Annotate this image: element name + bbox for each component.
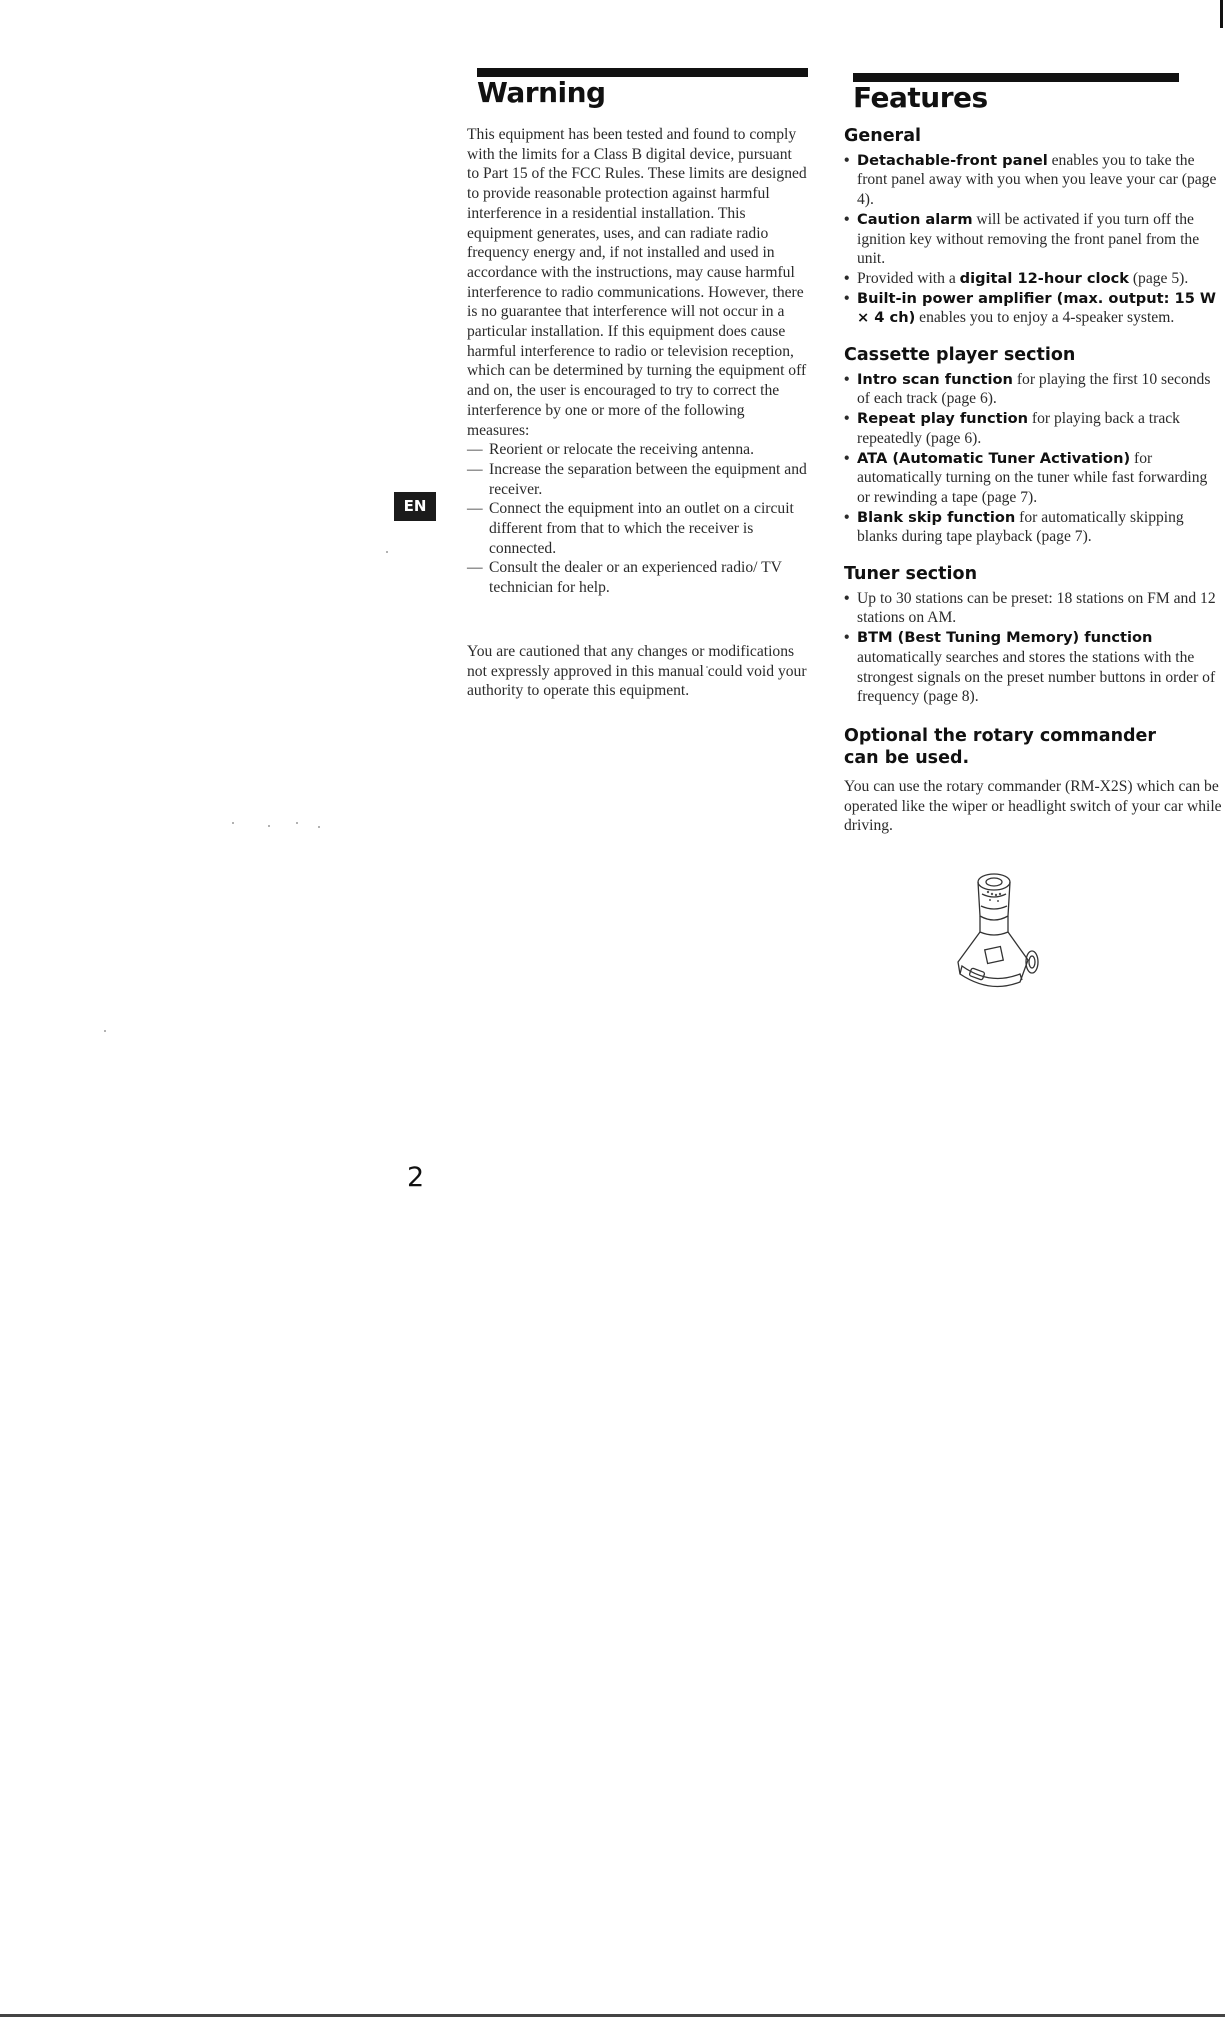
list-item: • ATA (Automatic Tuner Activation) for automatically turning on the tuner while fast forwarding or rewinding a tape (page 7). <box>844 449 1208 506</box>
general-list <box>844 151 1224 328</box>
measures-list <box>467 440 807 598</box>
list-item: • Built-in power amplifier (max. output: 15 W × 4 ch) enables you to enjoy a 4-speaker system. <box>844 289 1217 327</box>
cassette-list <box>844 370 1224 547</box>
list-item: • Detachable-front panel enables you to take the front panel away with you when you leave your car (page 4). <box>844 151 1217 209</box>
list-item: • Up to 30 stations can be preset: 18 stations on FM and 12 stations on AM. <box>844 589 1216 627</box>
list-item: • Provided with a digital 12-hour clock (page 5). <box>844 269 1189 287</box>
rotary-commander-illustration <box>950 870 1056 995</box>
list-item: • Repeat play function for playing back a track repeatedly (page 6). <box>844 410 1180 447</box>
caution-paragraph: You are cautioned that any changes or modifications not expressly approved in this manual could void your authority to operate this equipment. <box>467 642 807 700</box>
list-item: • Intro scan function for playing the first 10 seconds of each track (page 6). <box>844 370 1211 408</box>
cassette-heading: Cassette player section <box>844 345 1076 366</box>
features-section <box>844 125 1224 836</box>
general-heading: General <box>844 126 921 146</box>
measure-item: — Reorient or relocate the receiving antenna. <box>467 441 754 459</box>
measure-item: — Increase the separation between the equipment and receiver. <box>467 460 807 498</box>
scan-speck <box>296 822 298 824</box>
list-item: • BTM (Best Tuning Memory) function automatically searches and stores the stations with the strongest signals on the preset number buttons in order of frequency (page 8). <box>844 629 1216 706</box>
list-item: • Caution alarm will be activated if you turn off the ignition key without removing the front panel from the unit. <box>844 210 1200 268</box>
optional-heading: Optional the rotary commander can be used. <box>844 725 1157 768</box>
page-number: 2 <box>407 1162 425 1193</box>
tuner-list <box>844 589 1224 707</box>
warning-section <box>467 125 807 701</box>
features-title: Features <box>853 81 988 114</box>
language-tab: EN <box>394 492 436 521</box>
list-item: • Blank skip function for automatically skipping blanks during tape playback (page 7). <box>844 508 1184 546</box>
optional-text: You can use the rotary commander (RM-X2S) which can be operated like the wiper or headlight switch of your car while driving. <box>844 777 1222 835</box>
warning-title: Warning <box>477 76 606 109</box>
warning-intro: This equipment has been tested and found to comply with the limits for a Class B digital device, pursuant to Part 15 of the FCC Rules. These limits are designed to provide reasonable protection against harmful interference in a residential installation. This equipment generates, uses, and can radiate radio frequency energy and, if not installed and used in accordance with the instructions, may cause harmful interference to radio communications. However, there is no guarantee that interference will not occur in a particular installation. If this equipment does cause harmful interference to radio or television reception, which can be determined by turning the equipment off and on, the user is encouraged to try to correct the interference by one or more of the following measures: <box>467 126 807 439</box>
measure-item: — Consult the dealer or an experienced radio/ TV technician for help. <box>467 559 782 597</box>
scan-speck <box>268 825 270 827</box>
page-edge-mark <box>1220 0 1223 28</box>
scan-speck <box>318 826 320 828</box>
scan-speck <box>104 1030 106 1032</box>
scan-speck <box>386 551 388 553</box>
tuner-heading: Tuner section <box>844 564 978 585</box>
scan-speck <box>232 822 234 824</box>
measure-item: — Connect the equipment into an outlet on a circuit different from that to which the receiver is connected. <box>467 500 794 557</box>
